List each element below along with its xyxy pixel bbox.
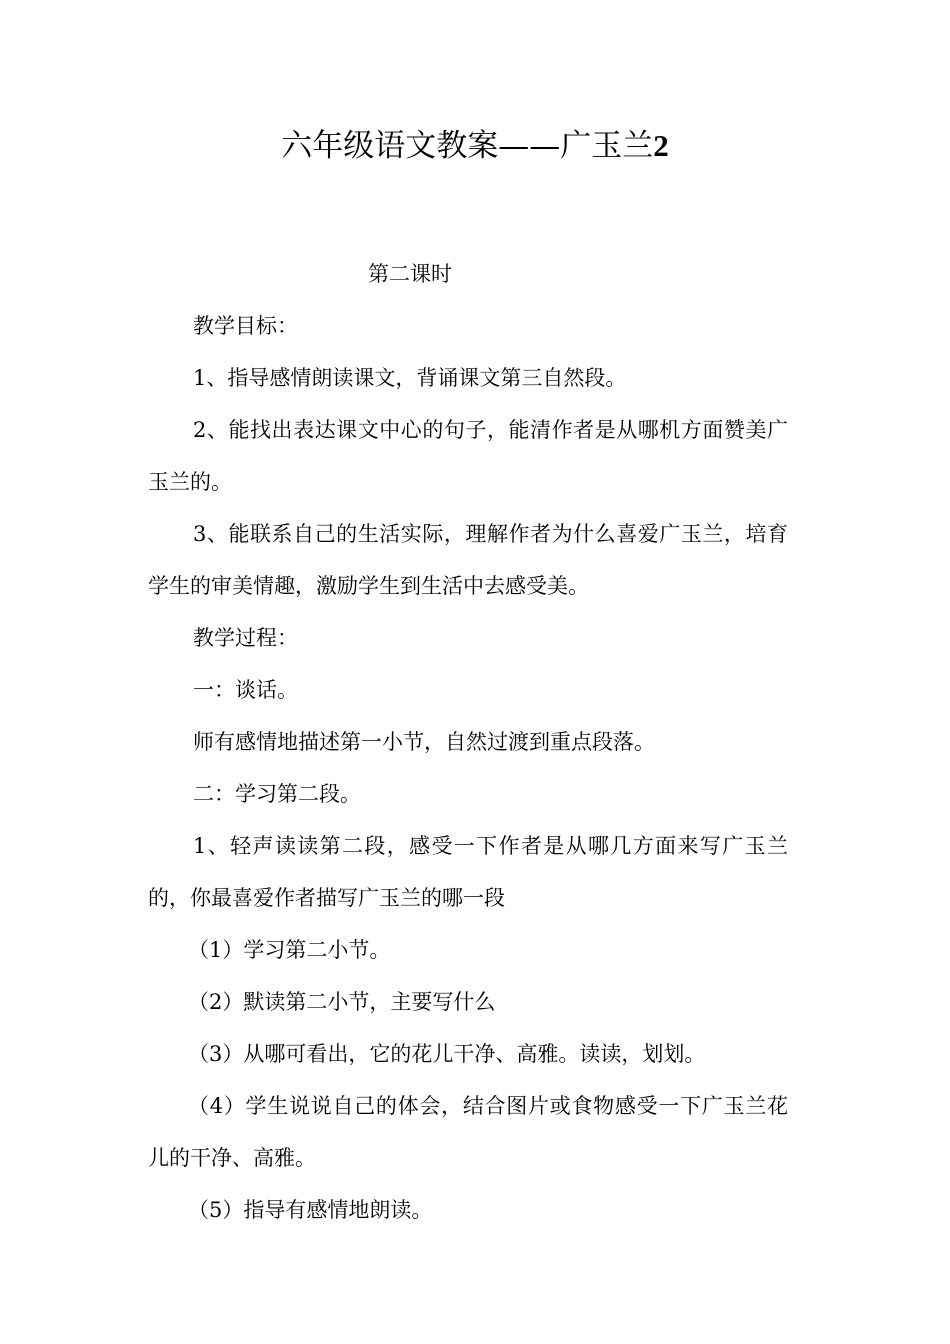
paragraph: 2、能找出表达课文中心的句子，能清作者是从哪机方面赞美广玉兰的。: [148, 418, 788, 494]
paragraph: 师有感情地描述第一小节，自然过渡到重点段落。: [193, 730, 655, 754]
paragraph: 1、指导感情朗读课文，背诵课文第三自然段。: [193, 366, 627, 390]
lesson-subtitle: 第二课时: [368, 262, 452, 286]
paragraph: （5）指导有感情地朗读。: [188, 1198, 433, 1222]
paragraph: 教学目标：: [193, 314, 298, 338]
paragraph: （1）学习第二小节。: [188, 938, 391, 962]
paragraph: 一：谈话。: [193, 678, 298, 702]
paragraph: 1、轻声读读第二段，感受一下作者是从哪几方面来写广玉兰的，你最喜爱作者描写广玉兰的哪一段: [148, 834, 788, 910]
paragraph: （2）默读第二小节，主要写什么: [188, 990, 496, 1014]
paragraph: 教学过程：: [193, 626, 298, 650]
paragraph: （3）从哪可看出，它的花儿干净、高雅。读读，划划。: [188, 1042, 706, 1066]
paragraph: 二：学习第二段。: [193, 782, 361, 806]
paragraph: 3、能联系自己的生活实际，理解作者为什么喜爱广玉兰，培育学生的审美情趣，激励学生到生活中去感受美。: [148, 522, 788, 598]
paragraph: （4）学生说说自己的体会，结合图片或食物感受一下广玉兰花儿的干净、高雅。: [148, 1094, 788, 1170]
document-title: [0, 122, 950, 170]
title-text: 六年级语文教案——广玉兰: [281, 128, 654, 164]
title-number: 2: [653, 128, 669, 163]
document-body: [148, 248, 788, 1236]
